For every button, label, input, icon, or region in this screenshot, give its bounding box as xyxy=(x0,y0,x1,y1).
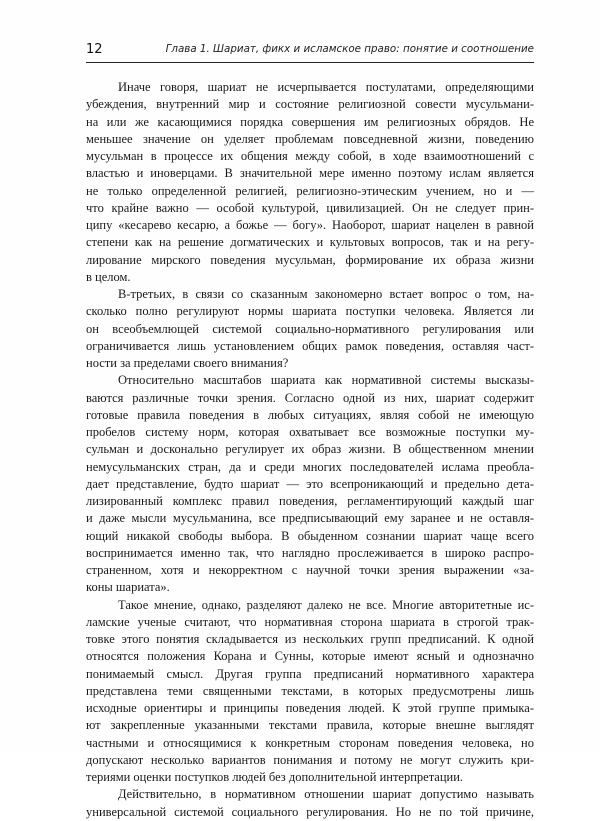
text-line: ограничивается лишь установлением общих рамок поведения, оставляя част- xyxy=(86,338,534,353)
text-line: ваются различные точки зрения. Согласно одной из них, шариат содержит xyxy=(86,390,534,405)
text-line: что крайне важно — особой культурой, цивилизацией. Он не следует прин- xyxy=(86,200,534,215)
text-line: допускают несколько вариантов понимания и потому не могут служить кри- xyxy=(86,752,534,767)
text-line: лизированный комплекс правил поведения, регламентирующий каждый шаг xyxy=(86,494,534,508)
text-line: мусульман в процессе их общения между собой, в ходе взаимоотношений с xyxy=(86,149,534,163)
text-line: готовые правила поведения в любых ситуациях, являя собой не имеющую xyxy=(86,407,534,422)
text-line: товке этого понятия складывается из нескольких групп предписаний. К одной xyxy=(86,632,534,646)
text-line: на или же касающимися порядка совершения им религиозных обрядов. Не xyxy=(86,114,534,129)
text-line: Относительно масштабов шариата как нормативной системы высказы- xyxy=(118,373,534,388)
text-line: страненном, хотя и некорректном с научной точки зрения выражении «за- xyxy=(86,563,534,577)
paragraph xyxy=(86,786,534,821)
text-line: сульман и досконально регулирует их образ жизни. В общественном мнении xyxy=(86,442,534,457)
text-line: Такое мнение, однако, разделяют далеко не все. Многие авторитетные ис- xyxy=(118,597,534,612)
text-line: лирование мирского поведения мусульман, формирование их образа жизни xyxy=(86,252,534,267)
text-line: Иначе говоря, шариат не исчерпывается постулатами, определяющими xyxy=(118,80,534,94)
text-line: пробелов систему норм, которая охватывает все возможные поступки му- xyxy=(86,425,534,439)
running-head: Глава 1. Шариат, фикх и исламское право: понятие и соотношение xyxy=(165,43,534,55)
text-line: частными и относящимися к конкретным сторонам поведения человека, но xyxy=(86,735,534,750)
text-line: териями оценки поступков людей без дополнительной интерпретации. xyxy=(86,770,464,784)
text-line: Действительно, в нормативном отношении шариат допустимо называть xyxy=(118,787,534,802)
text-line: властью и иноверцами. В значительной мере именно поэтому ислам является xyxy=(86,166,534,181)
text-line: немусульманских стран, да и среди многих последователей ислама преобла- xyxy=(86,459,534,474)
text-line: представлена теми священными текстами, в которых предусмотрены лишь xyxy=(86,683,534,698)
text-line: дает представление, будто шариат — это всепроникающий и предельно дета- xyxy=(86,476,534,491)
text-line: сколько полно регулируют нормы шариата поступки человека. Является ли xyxy=(86,304,534,319)
text-line: ности за пределами своего внимания? xyxy=(86,356,289,370)
text-line: ющий никакой свободы выбора. В обыденном сознании шариат чаще всего xyxy=(86,528,534,543)
text-line: понимаемый смысл. Другая группа предписаний нормативного характера xyxy=(86,666,534,681)
text-line: ламские ученые считают, что нормативная сторона шариата в строгой трак- xyxy=(86,614,534,629)
text-line: убеждения, внутренний мир и состояние религиозной совести мусульмани- xyxy=(86,97,534,112)
paragraph xyxy=(86,372,534,596)
text-line: относятся положения Корана и Сунны, которые имеют ясный и однозначно xyxy=(86,649,534,664)
text-line: воспринимается именно так, что наглядно прослеживается в широко распро- xyxy=(86,545,534,560)
text-line: исходные ориентиры и принципы поведения людей. К этой группе примыка- xyxy=(86,701,534,715)
text-line: меньшее значение он уделяет проблемам повседневной жизни, поведению xyxy=(86,131,534,146)
text-line: коны шариата». xyxy=(86,580,170,595)
text-line: ципу «кесарево кесарю, а божье — богу». Наоборот, шариат нацелен в равной xyxy=(86,218,534,232)
text-line: не только определенной религией, религиозно-этическим учением, но и — xyxy=(86,183,534,198)
text-line: степени как на решение догматических и культовых вопросов, так и на регу- xyxy=(86,235,534,250)
text-line: он всеобъемлющей системой социально-нормативного регулирования или xyxy=(86,321,534,336)
paragraph xyxy=(86,79,534,286)
page-number: 12 xyxy=(86,42,103,57)
paragraph xyxy=(86,597,534,787)
paragraph xyxy=(86,286,534,372)
text-line: В-третьих, в связи со сказанным закономерно встает вопрос о том, на- xyxy=(118,287,534,301)
body-text xyxy=(86,79,534,821)
page-header xyxy=(86,42,534,63)
text-line: и даже мысли мусульманина, все предписывающий ему заранее и не оставля- xyxy=(86,511,534,526)
text-line: универсальной системой социального регулирования. Но не по той причине, xyxy=(86,804,534,819)
text-line: в целом. xyxy=(86,269,131,284)
text-line: ют закрепленные указанными текстами правила, которые внешне выглядят xyxy=(86,718,534,733)
